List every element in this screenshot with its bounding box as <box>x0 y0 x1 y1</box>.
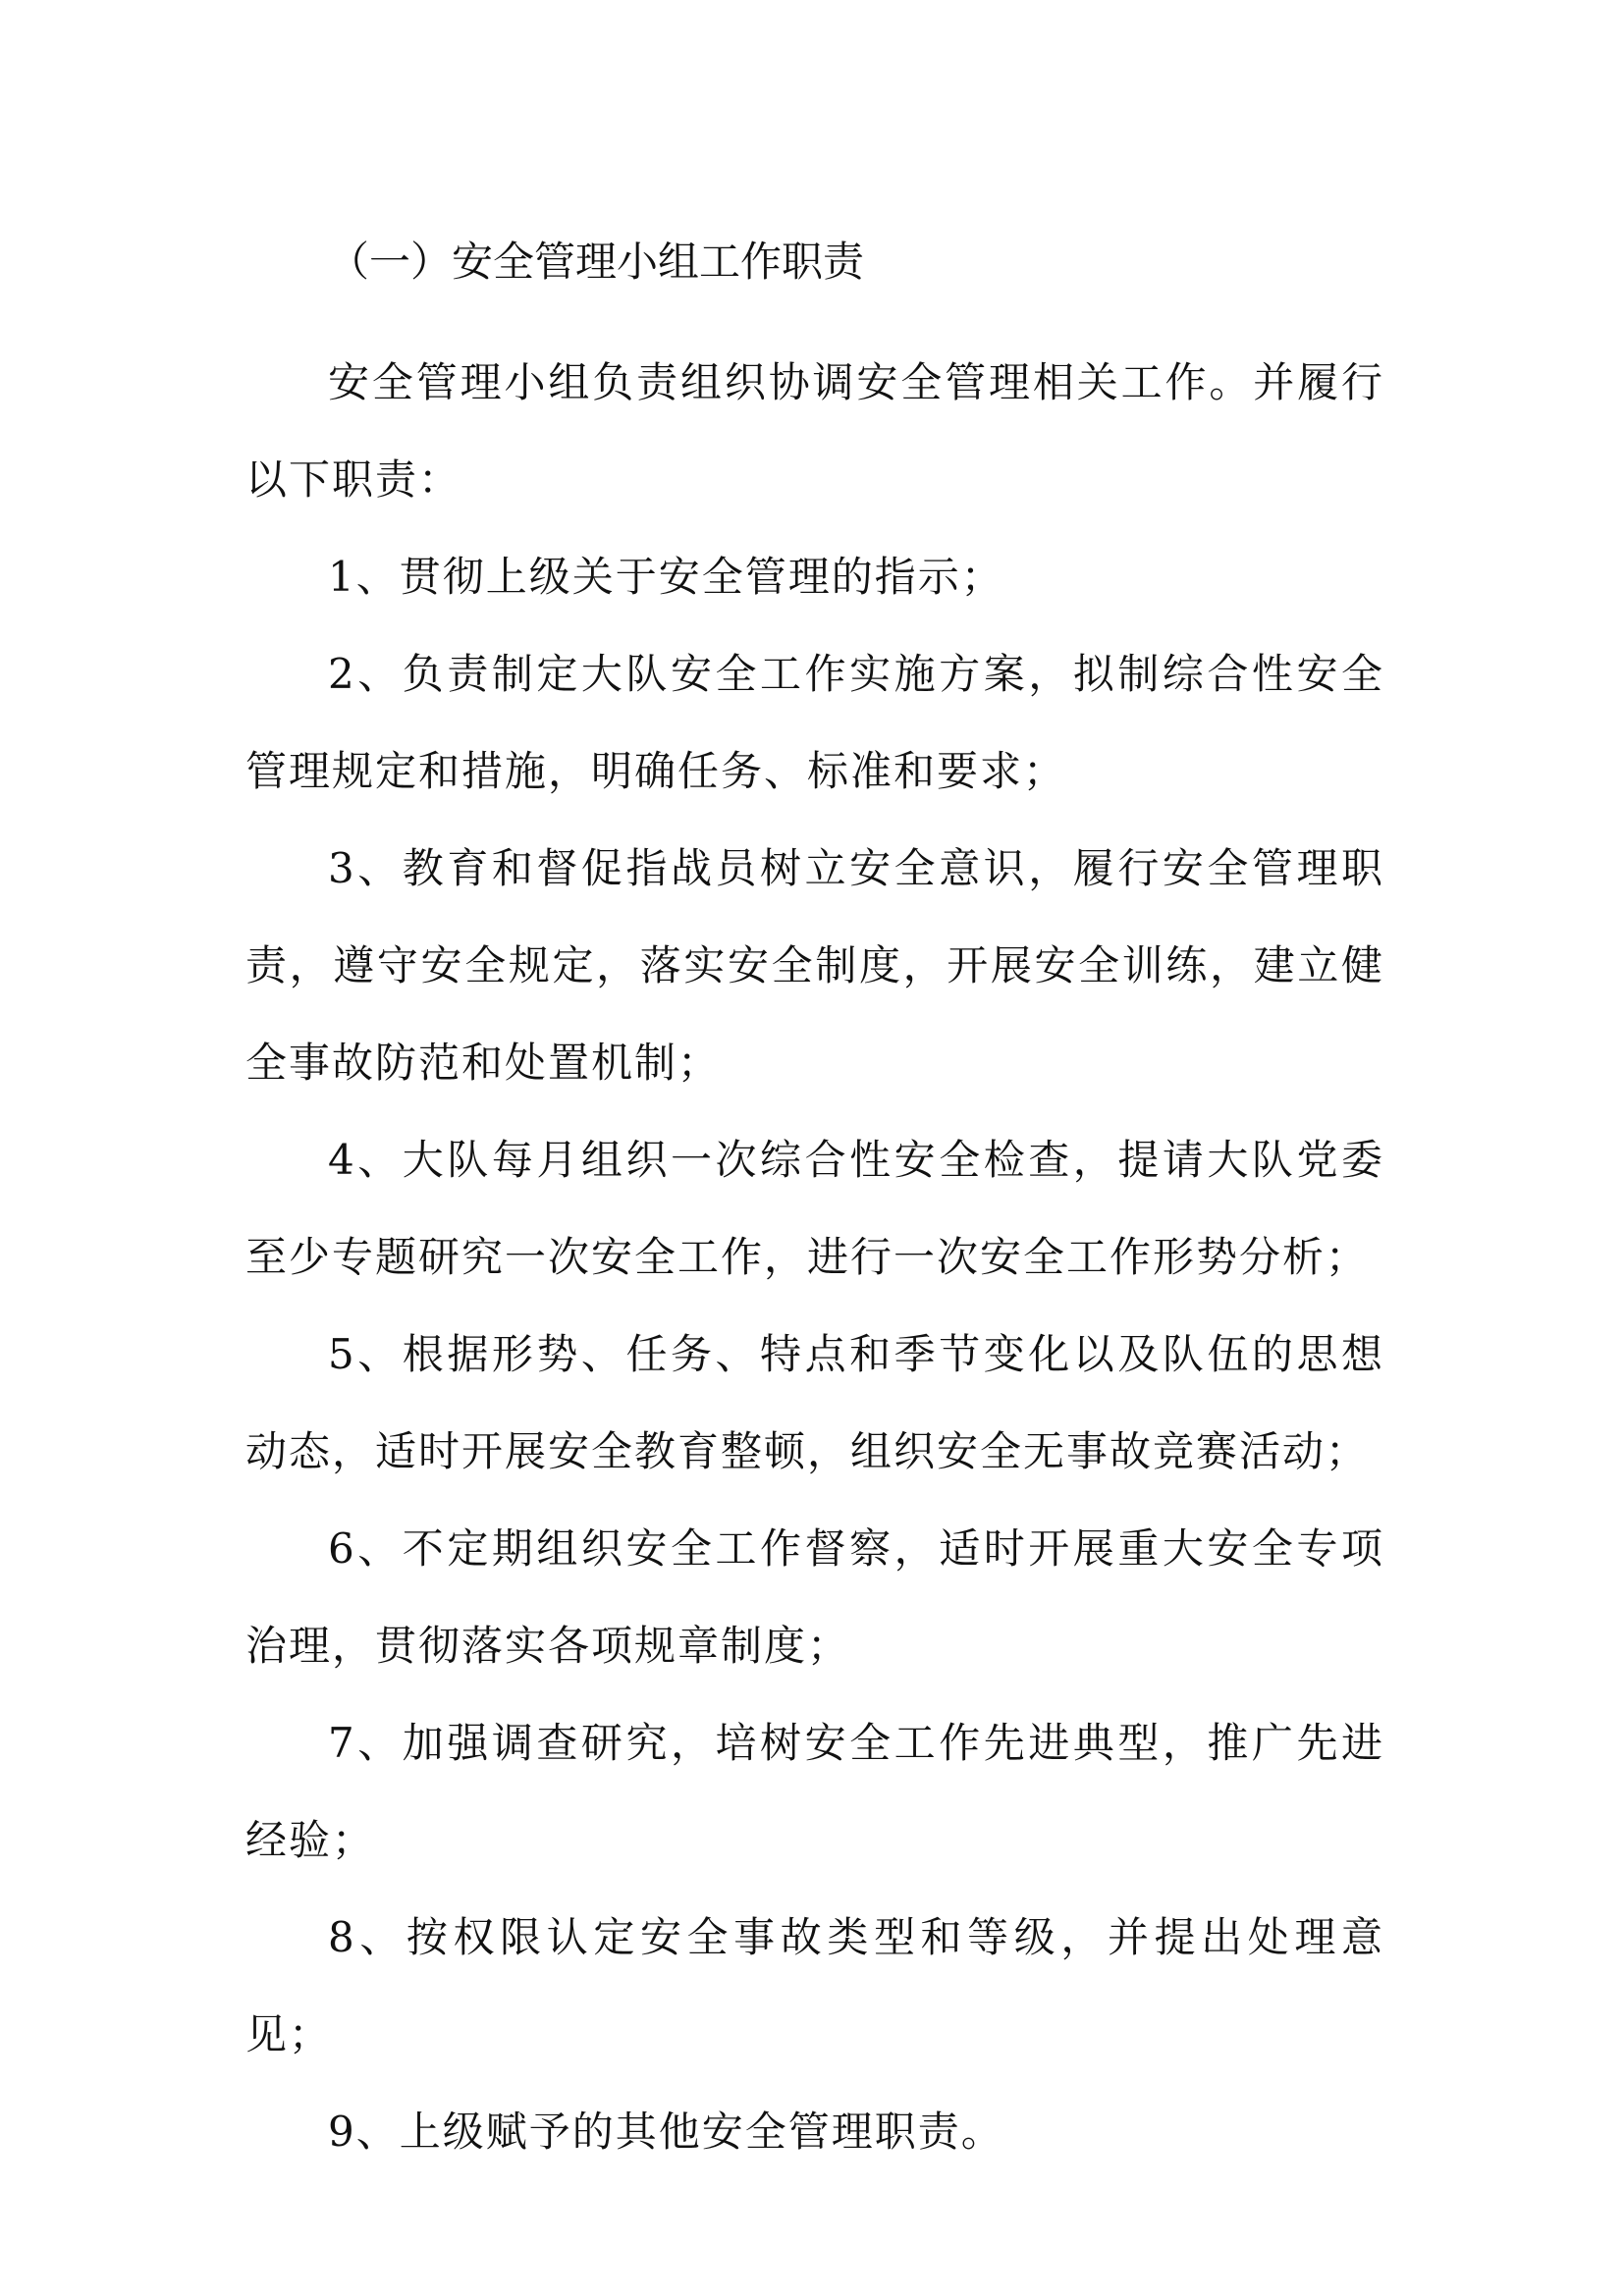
duty-item-6: 6、不定期组织安全工作督察，适时开展重大安全专项治理，贯彻落实各项规章制度； <box>245 1524 1384 1670</box>
duty-item-3: 3、教育和督促指战员树立安全意识，履行安全管理职责，遵守安全规定，落实安全制度，开展安全训练，建立健全事故防范和处置机制； <box>245 844 1384 1087</box>
duty-item-1: 1、贯彻上级关于安全管理的指示； <box>328 553 1004 601</box>
section-heading: （一）安全管理小组工作职责 <box>328 238 865 286</box>
document-body <box>245 228 1384 2180</box>
duty-item-2: 2、负责制定大队安全工作实施方案，拟制综合性安全管理规定和措施，明确任务、标准和要求； <box>245 650 1384 795</box>
duty-item-4: 4、大队每月组织一次综合性安全检查，提请大队党委至少专题研究一次安全工作，进行一次安全工作形势分析； <box>245 1136 1384 1281</box>
duty-item-5: 5、根据形势、任务、特点和季节变化以及队伍的思想动态，适时开展安全教育整顿，组织安全无事故竞赛活动； <box>245 1330 1384 1475</box>
intro-paragraph: 安全管理小组负责组织协调安全管理相关工作。并履行以下职责： <box>245 358 1384 504</box>
duty-item-8: 8、按权限认定安全事故类型和等级，并提出处理意见； <box>245 1913 1384 2058</box>
duty-item-9: 9、上级赋予的其他安全管理职责。 <box>328 2108 1004 2156</box>
duty-item-7: 7、加强调查研究，培树安全工作先进典型，推广先进经验； <box>245 1719 1384 1864</box>
